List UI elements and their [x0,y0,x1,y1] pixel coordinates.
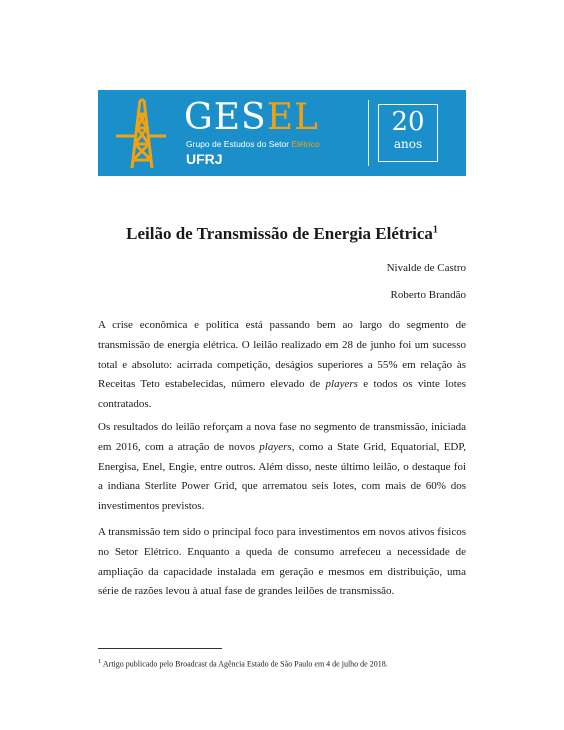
body-paragraph [98,418,466,517]
brand-part-2: EL [266,97,319,138]
brand-subtitle-part-1: Grupo de Estudos do Setor [186,139,292,149]
paragraph-text: e todos os vinte lotes contratados. [98,378,466,411]
brand-subtitle [186,139,320,149]
paragraph-italic: players [259,440,292,453]
body-paragraph [98,523,466,602]
footnote [98,656,478,670]
title-footnote-mark: 1 [432,224,438,236]
document-title [0,224,564,244]
body-paragraph [98,316,466,415]
gesel-logo-banner [98,90,466,176]
transmission-tower-icon [108,98,168,170]
paragraph-text: A crise econômica e política está passando bem ao largo do segmento de transmissão de energia elétrica. O leilão realizado em 28 de junho foi um sucesso total e absoluto: acirrada competição, deságios superiores a 55% em relação às Receitas Teto estabelecidas, número elevado de [98,319,466,391]
footnote-text: Artigo publicado pelo Broadcast da Agência Estado de São Paulo em 4 de julho de 2018. [101,659,388,669]
author-name: Roberto Brandão [390,289,466,301]
brand-wordmark [184,98,319,138]
banner-divider [368,100,369,166]
anniversary-unit: anos [393,137,423,151]
paragraph-italic: players [325,378,358,391]
paragraph-text: A transmissão tem sido o principal foco para investimentos em novos ativos físicos no Setor Elétrico. Enquanto a queda de consumo arrefeceu a necessidade de ampliação da capacidade instalada em geração e mesmos em distribuição, uma série de razões levou à atual fase de grandes leilões de transmissão. [98,526,466,598]
author-name: Nivalde de Castro [386,262,466,274]
brand-university: UFRJ [186,151,223,167]
brand-subtitle-part-2: Elétrico [291,139,320,149]
paragraph-text: , como a State Grid, Equatorial, EDP, Energisa, Enel, Engie, entre outros. Além disso, neste último leilão, o destaque foi a indiana Sterlite Power Grid, que arrematou seis lotes, com mais de 60% dos investimentos previstos. [98,440,467,513]
anniversary-badge [378,104,438,162]
anniversary-number: 20 [391,107,425,137]
footnote-mark: 1 [98,658,102,665]
paragraph-text: Os resultados do leilão reforçam a nova fase no segmento de transmissão, iniciada em 2016, com a atração de novos [98,421,466,453]
document-title-text: Leilão de Transmissão de Energia Elétrica [126,224,433,243]
brand-part-1: GES [184,97,267,138]
footnote-separator [98,648,222,649]
